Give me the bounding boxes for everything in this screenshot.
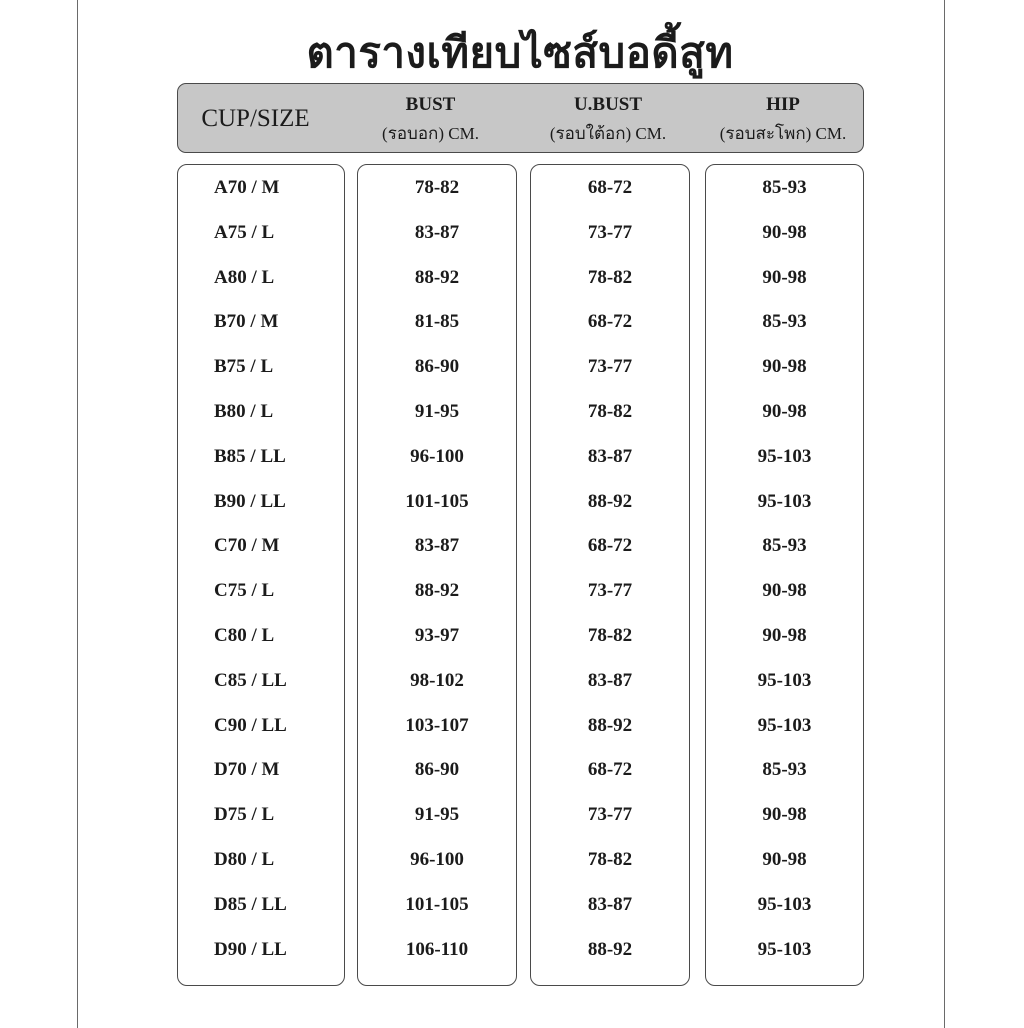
cell-bust: 83-87 [414, 221, 460, 243]
cell-hip: 90-98 [762, 580, 807, 602]
header-bust-label: BUST [405, 94, 456, 115]
cell-ubust: 83-87 [587, 445, 633, 467]
cell-bust: 81-85 [414, 311, 460, 333]
cell-bust: 88-92 [414, 580, 460, 602]
cell-size: A80 / L [214, 266, 275, 288]
cell-bust: 96-100 [410, 445, 464, 467]
cell-ubust: 88-92 [587, 938, 633, 960]
cell-hip: 90-98 [762, 804, 807, 826]
header-hip-label: HIP [766, 94, 800, 115]
cell-ubust: 78-82 [587, 401, 633, 422]
column-ubust [530, 164, 690, 986]
cell-ubust: 83-87 [587, 893, 633, 915]
header-bust-sub: (รอบอก) CM. [382, 124, 479, 143]
cell-size: C85 / LL [214, 669, 287, 691]
cell-hip: 90-98 [762, 625, 807, 646]
cell-bust: 78-82 [414, 177, 460, 198]
cell-size: B80 / L [214, 401, 274, 422]
cell-ubust: 83-87 [587, 669, 633, 691]
cell-size: C75 / L [214, 580, 275, 602]
page-title: ตารางเทียบไซส์บอดี้สูท [306, 28, 734, 77]
cell-hip: 85-93 [762, 177, 807, 198]
cell-bust: 86-90 [414, 356, 460, 378]
cell-ubust: 68-72 [587, 177, 633, 198]
cell-bust: 93-97 [414, 625, 460, 646]
cell-ubust: 78-82 [587, 849, 633, 870]
cell-bust: 91-95 [414, 401, 460, 422]
cell-bust: 101-105 [405, 893, 469, 915]
header-hip [703, 84, 863, 154]
cell-ubust: 78-82 [587, 266, 633, 288]
cell-ubust: 68-72 [587, 311, 633, 333]
cell-bust: 101-105 [405, 490, 469, 512]
cell-ubust: 78-82 [587, 625, 633, 646]
cell-hip: 90-98 [762, 849, 807, 870]
column-size [177, 164, 345, 986]
header-hip-sub: (รอบสะโพก) CM. [719, 124, 847, 143]
cell-ubust: 68-72 [587, 759, 633, 781]
header-ubust [528, 84, 688, 154]
cell-size: A75 / L [214, 221, 275, 243]
cell-bust: 106-110 [405, 938, 469, 960]
cell-hip: 90-98 [762, 401, 807, 422]
cell-hip: 90-98 [762, 221, 807, 243]
cell-size: B70 / M [214, 311, 279, 333]
cell-ubust: 73-77 [587, 356, 633, 378]
cell-bust: 103-107 [405, 714, 469, 736]
header-ubust-sub: (รอบใต้อก) CM. [549, 124, 667, 143]
cell-ubust: 73-77 [587, 580, 633, 602]
cell-size: D75 / L [214, 804, 275, 826]
cell-ubust: 88-92 [587, 490, 633, 512]
cell-hip: 95-103 [757, 893, 812, 915]
header-bust [348, 84, 513, 154]
cell-size: B75 / L [214, 356, 274, 378]
cell-hip: 95-103 [757, 714, 812, 736]
cell-bust: 98-102 [410, 669, 464, 691]
cell-ubust: 73-77 [587, 804, 633, 826]
cell-size: D80 / L [214, 849, 275, 870]
cell-size: B85 / LL [214, 445, 286, 467]
cell-size: A70 / M [214, 177, 280, 198]
cell-bust: 91-95 [414, 804, 460, 826]
cell-hip: 95-103 [757, 445, 812, 467]
cell-ubust: 73-77 [587, 221, 633, 243]
cell-ubust: 68-72 [587, 535, 633, 557]
cell-ubust: 88-92 [587, 714, 633, 736]
cell-hip: 85-93 [762, 535, 807, 557]
cell-bust: 88-92 [414, 266, 460, 288]
header-ubust-label: U.BUST [573, 94, 643, 115]
cell-bust: 83-87 [414, 535, 460, 557]
cell-size: C90 / LL [214, 714, 287, 736]
cell-size: D90 / LL [214, 938, 287, 960]
cell-bust: 86-90 [414, 759, 460, 781]
cell-hip: 90-98 [762, 266, 807, 288]
header-cup-size: CUP/SIZE [201, 105, 310, 132]
column-hip [705, 164, 864, 986]
cell-size: B90 / LL [214, 490, 286, 512]
cell-hip: 95-103 [757, 669, 812, 691]
column-bust [357, 164, 517, 986]
cell-bust: 96-100 [410, 849, 464, 870]
cell-hip: 90-98 [762, 356, 807, 378]
cell-size: D70 / M [214, 759, 280, 781]
cell-hip: 95-103 [757, 938, 812, 960]
cell-hip: 85-93 [762, 311, 807, 333]
cell-hip: 95-103 [757, 490, 812, 512]
cell-size: C70 / M [214, 535, 280, 557]
cell-size: D85 / LL [214, 893, 287, 915]
cell-hip: 85-93 [762, 759, 807, 781]
table-header [177, 83, 864, 153]
cell-size: C80 / L [214, 625, 275, 646]
